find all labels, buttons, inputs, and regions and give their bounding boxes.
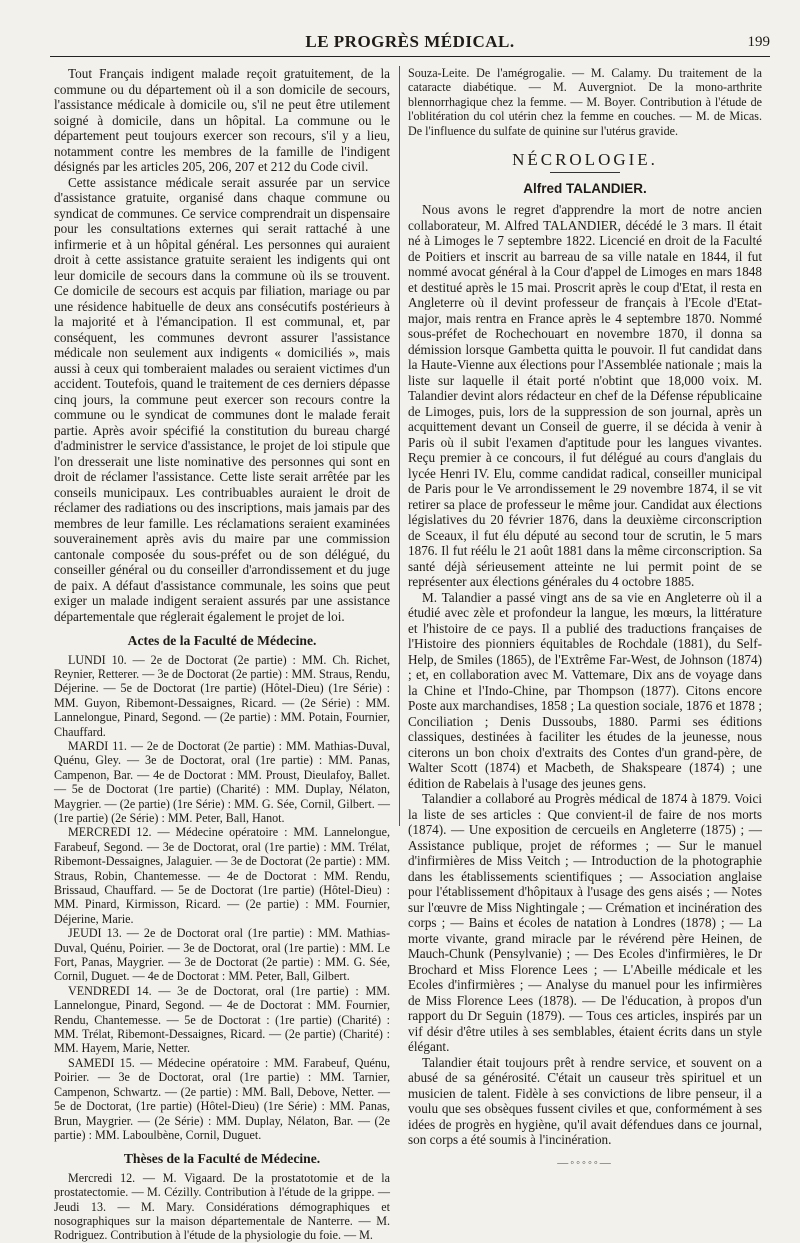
actes-list	[54, 653, 390, 1143]
obituary-paragraph-2: M. Talandier a passé vingt ans de sa vie en Angleterre où il a étudié avec zèle et profondeur la langue, les mœurs, la littérature et l'histoire de ce pays. Il a publié des traductions françaises de l'Histoire des pionniers équitables de Rochdale (1881), du Self-Help, de Smiles (1865), de l'Extrême Far-West, de Johnson (1874) ; et, en collaboration avec M. Vattemare, Dix ans de voyage dans la Chine et l'Indo-Chine, par Thompson (1877). Citons encore Poste aux marchandises, 1858 ; La question sociale, 1876 et 1878 ; Conciliation ; Denis Dussoubs, 1880. Parmi ses éditions classiques, destinées à faciliter les études de la jeunesse, nous citerons un bon choix d'extraits des Contes d'un grand-père, de Walter Scott (1874) et Macbeth, de Shakspeare (1874) ; une édition de Rabelais à l'usage des jeunes gens.	[408, 589, 762, 791]
actes-heading: Actes de la Faculté de Médecine.	[127, 633, 317, 648]
actes-entry-lundi: LUNDI 10. — 2e de Doctorat (2e partie) : MM. Ch. Richet, Reynier, Retterer. — 3e de Doctorat (2e partie) : MM. Straus, Rendu, Déjerine. — 5e de Doctorat (1re partie) (Hôtel-Dieu) (1re Série) : MM. Guyon, Ribemont-Dessaignes, Ricard. — (2e Série) : MM. Lannelongue, Pinard, Segond. — (2e partie) : MM. Potain, Fournier, Chauffard.	[54, 652, 390, 739]
obituary-paragraph-1: Nous avons le regret d'apprendre la mort de notre ancien collaborateur, M. Alfred TALANDIER, décédé le 3 mars. Il était né à Limoges le 7 septembre 1822. Licencié en droit de la Faculté de Poitiers et inscrit au barreau de sa ville natale en 1844, il fut nommé avocat général à la Cour d'appel de Limoges en mars 1848 et destitué après le 15 mai. Proscrit après le coup d'Etat, il resta en Angleterre où il devint professeur de français à l'Ecole d'Etat-major, mais rentra en France après le 4 septembre 1870. Nommé sous-préfet de Rochechouart en novembre 1870, il donna sa démission lorsque Gambetta quitta le pouvoir. Il fut candidat dans la Haute-Vienne aux élections pour l'Assemblée nationale ; mais la liste sur laquelle il était porté n'obtint que 18,000 voix. M. Talandier devint alors rédacteur en chef de la Défense républicaine de Limoges, puis, lors de la suppression de son journal, après un acquittement devant un Conseil de guerre, il se décida à venir à Paris où il subit l'examen d'aptitude pour les langues vivantes. Reçu premier à ce concours, il fut délégué au cours d'anglais du lycée Henri IV. Elu, comme candidat radical, conseiller municipal de Paris pour le Ve arrondissement le 29 novembre 1874, il se vit retirer sa place de professeur le même jour. Candidat aux élections législatives du 20 février 1876, dans la deuxième circonscription de Sceaux, il fut élu député au second tour de scrutin, le 5 mars 1876. Il fut réélu le 21 août 1881 dans la même circonscription. Sa santé déjà sérieusement atteinte ne lui permit point de se représenter aux élections générales du 4 octobre 1885.	[408, 202, 762, 590]
end-ornament: —◦◦◦◦◦—	[557, 1156, 613, 1169]
obituary-name: Alfred TALANDIER.	[523, 180, 647, 196]
actes-entry-mercredi: MERCREDI 12. — Médecine opératoire : MM. Lannelongue, Farabeuf, Segond. — 3e de Doctorat, oral (1re partie) : MM. Trélat, Ribemont-Dessaignes, Jalaguier. — 3e de Doctorat (2e partie) : MM. Straus, Robin, Chantemesse. — 4e de Doctorat : MM. Rendu, Brissaud, Chauffard. — 5e de Doctorat (1re partie) (Hôtel-Dieu) : MM. Pinard, Kirmisson, Ricard. — (2e partie) : MM. Fournier, Déjerine, Marie.	[54, 825, 390, 926]
necrologie-heading: NÉCROLOGIE.	[512, 150, 658, 170]
actes-entry-jeudi: JEUDI 13. — 2e de Doctorat oral (1re partie) : MM. Mathias-Duval, Quénu, Poirier. — 3e de Doctorat, oral (1re partie) : MM. Le Fort, Panas, Maygrier. — 3e de Doctorat (2e partie) : MM. G. Sée, Cornil, Duguet. — 4e de Doctorat : MM. Peter, Ball, Gilbert.	[54, 926, 390, 984]
theses-list: Mercredi 12. — M. Vigaard. De la prostatotomie et de la prostatectomie. — M. Cézilly. Contribution à l'étude de la grippe. — Jeudi 13. — M. Mary. Considérations démographiques et nosographiques sur la maison départementale de Nanterre. — M. Rodriguez. Contribution à l'étude de la physiologie du foie. — M.	[54, 1170, 390, 1243]
page-number: 199	[747, 34, 770, 50]
actes-entry-mardi: MARDI 11. — 2e de Doctorat (2e partie) : MM. Mathias-Duval, Quénu, Gley. — 3e de Doctorat, oral (1re partie) : MM. Panas, Campenon, Bar. — 4e de Doctorat : MM. Proust, Dieulafoy, Ballet. — 5e de Doctorat (1re partie) (Charité) : MM. Duplay, Nélaton, Maygrier. — (2e partie) (1re Série) : MM. G. Sée, Cornil, Gilbert. — (1re partie) (2e Série) : MM. Peter, Ball, Hanot.	[54, 738, 390, 825]
right-column	[408, 66, 762, 1169]
obituary-paragraph-3: Talandier a collaboré au Progrès médical de 1874 à 1879. Voici la liste de ses articles : Que convient-il de faire de nos morts (1874). — Une exposition de cercueils en Angleterre (1875) ; — Assistance publique, projet de réformes ; — Sur le manuel d'infirmières de Miss Veitch ; — Introduction de la photographie dans les établissements scientifiques ; — Association anglaise pour l'établissement d'hôpitaux à l'usage des gens aisés ; — Notes sur l'œuvre de Miss Nightingale ; — Crémation et incinération des corps ; — Bains et écoles de natation à Londres (1878) ; — La morte vivante, grand miracle par le révérend père Heinen, de Mauch-Chunk (Pensylvanie) ; — Des Ecoles d'infirmières, le Dr Brochard et Miss Florence Lees ; — L'Abeille médicale et les Ecoles d'infirmières ; — Analyse du manuel pour les infirmières de Miss Florence Lees (1878). — De l'éducation, à propos d'un rapport du Dr Seguin (1879). — Tous ces articles, inspirés par un vif désir d'être utiles à ses semblables, étaient écrits dans un style élégant.	[408, 791, 762, 1055]
column-divider	[399, 66, 400, 826]
theses-heading: Thèses de la Faculté de Médecine.	[123, 1151, 321, 1167]
obituary-paragraph-4: Talandier était toujours prêt à rendre service, et souvent on a abusé de sa générosité. C'était un causeur très spirituel et un musicien de talent. Fidèle à ses convictions de libre penseur, il a voulu que ses obsèques fussent civiles et que, conformément à ses idées de progrès en hygiène, qu'il avait défendues dans ce journal, son corps a été soumis à l'incinération.	[408, 1054, 762, 1148]
page-header	[50, 30, 770, 57]
assistance-paragraph-1: Tout Français indigent malade reçoit gratuitement, de la commune ou du département où il a son domicile de secours, l'assistance médicale à domicile ou, s'il ne peut être utilement soigné à domicile, dans un hôpital. La commune ou le département peut toujours exercer son recours, s'il y a lieu, notamment contre les membres de la famille de l'indigent désignés par les articles 205, 206, 207 et 212 du Code civil.	[54, 66, 390, 174]
actes-entry-samedi: SAMEDI 15. — Médecine opératoire : MM. Farabeuf, Quénu, Poirier. — 3e de Doctorat, oral (1re partie) : MM. Tarnier, Campenon, Schwartz. — (2e partie) : MM. Ball, Debove, Netter. — 5e de Doctorat, (1re partie) (Hôtel-Dieu) (1re Série) : MM. Panas, Brun, Maygrier. — (2e Série) : MM. Duplay, Nélaton, Bar. — (2e partie) : MM. Laboulbène, Cornil, Duguet.	[54, 1055, 390, 1142]
theses-continuation: Souza-Leite. De l'amégrogalie. — M. Calamy. Du traitement de la cataracte diabétique. — M. Auvergniot. De la mono-arthrite blennorrhagique chez la femme. — M. Boyer. Contribution à l'étude de l'oblitération du col utérin chez la femme en couches. — M. de Micas. De l'influence du sulfate de quinine sur l'utérus gravide.	[408, 66, 762, 138]
left-column	[54, 66, 390, 1243]
assistance-paragraph-2: Cette assistance médicale serait assurée par un service d'assistance gratuite, organisé dans chaque commune ou syndicat de communes. Ce service comprendrait un dispensaire pour les consultations externes qui serait rattaché à une infirmerie et à un hôpital général. Les personnes qui auraient droit à cette assistance gratuite seraient les indigents qui ont leur domicile de secours dans la commune où ils se trouvent. Ce domicile de secours est acquis par filiation, mariage ou par une résidence habituelle de deux ans consécutifs postérieurs à la majorité et à l'émancipation. Il est communal, et, par conséquent, les communes devront assurer l'assistance médicale non seulement aux indigents « domiciliés », mais aussi à ceux qui tomberaient malades ou seraient victimes d'un accident. Toutefois, quand le traitement de ces derniers dépasse cinq jours, la commune peut exercer son recours contre la commune ou le syndicat de communes dont le malade ferait partie. Après avoir spécifié la constitution du bureau chargé d'administrer le service d'assistance, le projet de loi stipule que l'on dresserait une liste nominative des personnes qui sont en droit de réclamer l'assistance. Cette liste serait arrêtée par les conseils municipaux. Les contribuables auraient le droit de réclamer des radiations ou des inscriptions, mais jamais par des membres de leur famille. Les réclamations seraient examinées souverainement après avis du maire par une commission cantonale composée du sous-préfet ou de son délégué, du conseiller général ou du conseiller d'arrondissement et du juge de paix. A défaut d'assistance communale, les soins que peut exiger un malade indigent seraient assurés par une assistance départementale que réglerait également le projet de loi.	[54, 174, 390, 624]
actes-entry-vendredi: VENDREDI 14. — 3e de Doctorat, oral (1re partie) : MM. Lannelongue, Pinard, Segond. — 4e de Doctorat : MM. Fournier, Rendu, Chantemesse. — 5e de Doctorat : (1re partie) (Charité) : MM. Trélat, Ribemont-Dessaignes, Ricard. — (2e partie) (Charité) : MM. Hayem, Marie, Netter.	[54, 983, 390, 1056]
necrologie-rule	[550, 172, 620, 173]
running-title: LE PROGRÈS MÉDICAL.	[305, 32, 515, 51]
